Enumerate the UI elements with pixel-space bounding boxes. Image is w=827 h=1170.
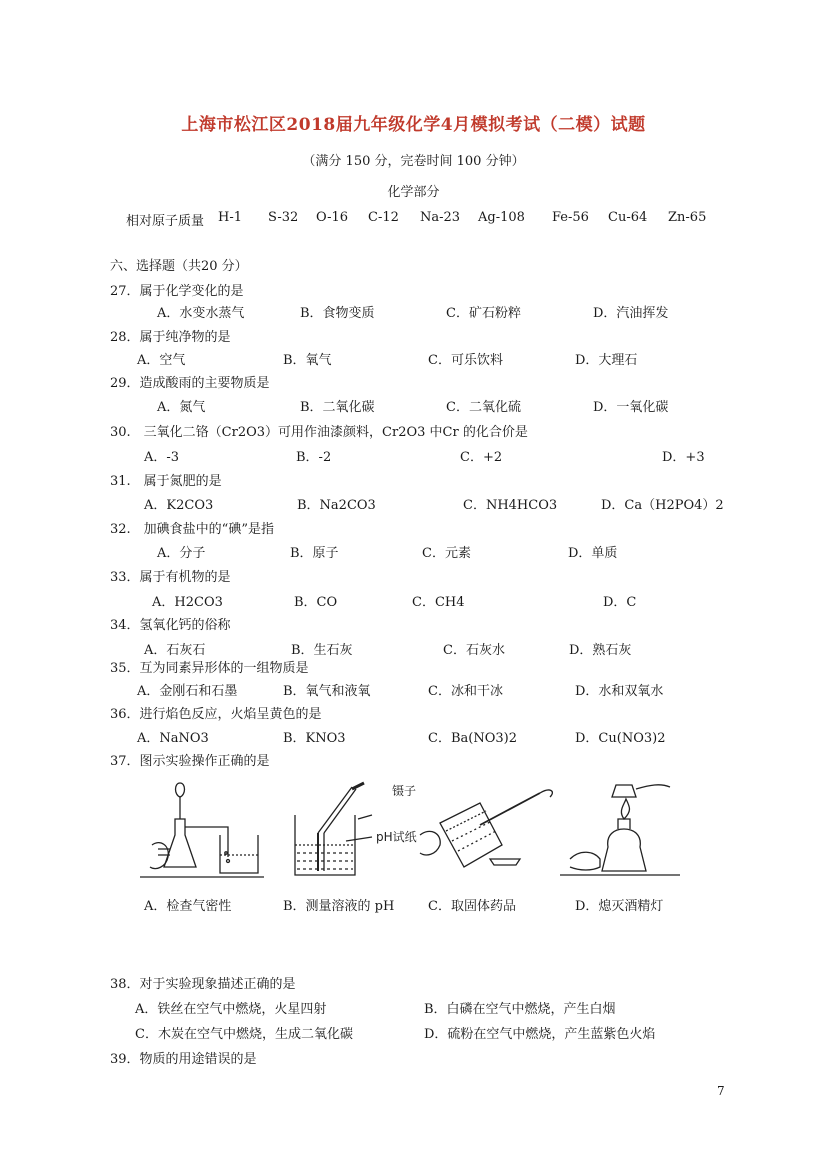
q38-option-c: C．木炭在空气中燃烧，生成二氧化碳 (135, 1027, 353, 1042)
q37-option-b: B．测量溶液的 pH (283, 899, 395, 914)
q31-option-c: C．NH4HCO3 (463, 498, 558, 513)
q37-option-d: D．熄灭酒精灯 (575, 899, 664, 914)
label-ph-paper: pH试纸 (376, 830, 417, 844)
q36-option-d: D．Cu(NO3)2 (575, 731, 666, 746)
q33-option-a: A．H2CO3 (152, 595, 223, 610)
q31-option-d: D．Ca（H2PO4）2 (601, 498, 724, 513)
q34-option-d: D．熟石灰 (569, 643, 632, 658)
q36-option-b: B．KNO3 (283, 731, 346, 746)
q30-option-a: A．-3 (144, 450, 180, 465)
q33-option-b: B．CO (294, 595, 338, 610)
page-number: 7 (717, 1084, 725, 1098)
question-30: 30. 三氧化二铬（Cr2O3）可用作油漆颜料，Cr2O3 中Cr 的化合价是 (110, 425, 528, 440)
q29-option-b: B．二氧化碳 (300, 400, 375, 415)
question-27: 27．属于化学变化的是 (110, 284, 244, 299)
part-heading: 六、选择题（共20 分） (110, 259, 248, 274)
q27-option-c: C．矿石粉粹 (446, 306, 521, 321)
q29-option-a: A．氮气 (157, 400, 206, 415)
question-34: 34．氢氧化钙的俗称 (110, 618, 231, 633)
q31-option-a: A．K2CO3 (144, 498, 214, 513)
exam-info: （满分 150 分，完卷时间 100 分钟） (302, 154, 525, 169)
atomic-mass-label: 相对原子质量 (126, 214, 205, 229)
q38-option-a: A．铁丝在空气中燃烧，火星四射 (135, 1002, 327, 1017)
question-36: 36．进行焰色反应，火焰呈黄色的是 (110, 707, 322, 722)
question-29: 29．造成酸雨的主要物质是 (110, 376, 270, 391)
q35-option-b: B．氧气和液氧 (283, 684, 371, 699)
solid-reagent-illustration (420, 790, 552, 867)
q35-option-c: C．冰和干冰 (428, 684, 503, 699)
atomic-mass-c: C-12 (368, 210, 399, 225)
question-35: 35．互为同素异形体的一组物质是 (110, 661, 309, 676)
atomic-mass-zn: Zn-65 (668, 210, 707, 225)
q30-option-b: B．-2 (296, 450, 332, 465)
q27-option-d: D．汽油挥发 (593, 306, 669, 321)
q32-option-b: B．原子 (290, 546, 339, 561)
label-tweezers: 镊子 (392, 784, 417, 798)
atomic-mass-ag: Ag-108 (478, 210, 525, 225)
question-31: 31. 属于氮肥的是 (110, 474, 222, 489)
question-38: 38．对于实验现象描述正确的是 (110, 977, 296, 992)
atomic-mass-na: Na-23 (420, 210, 461, 225)
q34-option-a: A．石灰石 (144, 643, 206, 658)
page-title: 上海市松江区2018届九年级化学4月模拟考试（二模）试题 (181, 115, 646, 135)
question-32: 32. 加碘食盐中的“碘”是指 (110, 522, 274, 537)
q35-option-d: D．水和双氧水 (575, 684, 664, 699)
question-33: 33．属于有机物的是 (110, 570, 231, 585)
atomic-mass-s: S-32 (268, 210, 299, 225)
airtightness-check-illustration (140, 783, 264, 877)
q35-option-a: A．金刚石和石墨 (137, 684, 238, 699)
q27-option-a: A．水变水蒸气 (157, 306, 245, 321)
q28-option-d: D．大理石 (575, 353, 638, 368)
atomic-mass-fe: Fe-56 (552, 210, 589, 225)
q32-option-a: A．分子 (157, 546, 206, 561)
q32-option-c: C．元素 (422, 546, 471, 561)
q33-option-d: D．C (603, 595, 637, 610)
q37-option-a: A．检查气密性 (144, 899, 232, 914)
section-title: 化学部分 (387, 185, 440, 200)
ph-measurement-illustration (295, 783, 372, 875)
question-39: 39．物质的用途错误的是 (110, 1052, 257, 1067)
q38-option-d: D．硫粉在空气中燃烧，产生蓝紫色火焰 (424, 1027, 656, 1042)
experiment-figure (140, 775, 700, 883)
q28-option-c: C．可乐饮料 (428, 353, 503, 368)
q30-option-c: C．+2 (460, 450, 503, 465)
q38-option-b: B．白磷在空气中燃烧，产生白烟 (424, 1002, 616, 1017)
q33-option-c: C．CH4 (412, 595, 465, 610)
q28-option-b: B．氧气 (283, 353, 332, 368)
q36-option-c: C．Ba(NO3)2 (428, 731, 517, 746)
q34-option-c: C．石灰水 (443, 643, 505, 658)
question-37: 37．图示实验操作正确的是 (110, 754, 270, 769)
atomic-mass-cu: Cu-64 (608, 210, 648, 225)
q30-option-d: D．+3 (662, 450, 705, 465)
alcohol-lamp-illustration (560, 785, 680, 875)
q27-option-b: B．食物变质 (300, 306, 375, 321)
q37-option-c: C．取固体药品 (428, 899, 516, 914)
q28-option-a: A．空气 (137, 353, 186, 368)
q32-option-d: D．单质 (568, 546, 618, 561)
q34-option-b: B．生石灰 (291, 643, 353, 658)
q31-option-b: B．Na2CO3 (297, 498, 376, 513)
q29-option-c: C．二氧化硫 (446, 400, 521, 415)
q36-option-a: A．NaNO3 (137, 731, 209, 746)
q29-option-d: D．一氧化碳 (593, 400, 669, 415)
atomic-mass-o: O-16 (316, 210, 349, 225)
question-28: 28．属于纯净物的是 (110, 330, 231, 345)
atomic-mass-h: H-1 (218, 210, 243, 225)
